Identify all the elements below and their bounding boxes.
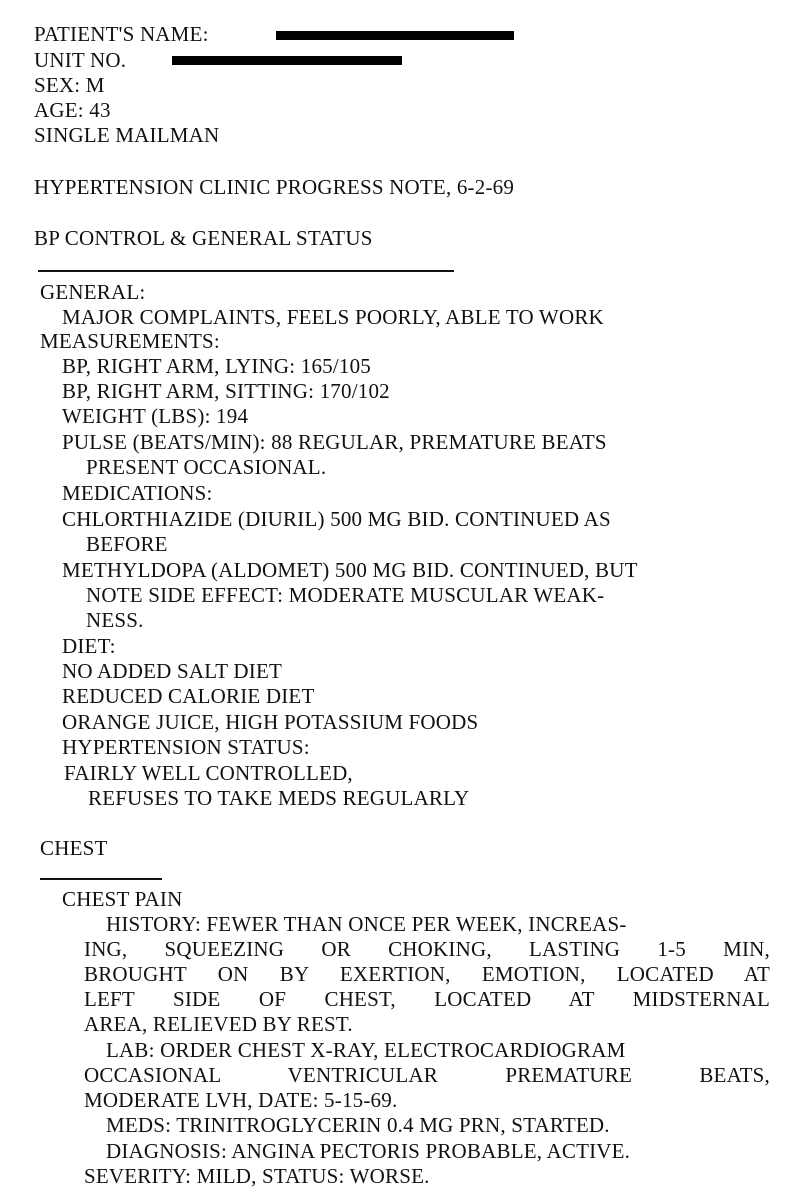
history-line-2: ING, SQUEEZING OR CHOKING, LASTING 1-5 MIN, [84,937,770,961]
general-label: GENERAL: [40,280,146,304]
lab-line-1: LAB: ORDER CHEST X-RAY, ELECTROCARDIOGRAM [106,1038,626,1062]
bp-section-rule [38,270,454,272]
history-line-1: HISTORY: FEWER THAN ONCE PER WEEK, INCREAS- [106,912,627,936]
history-line-4: LEFT SIDE OF CHEST, LOCATED AT MIDSTERNAL [84,987,770,1011]
general-text: MAJOR COMPLAINTS, FEELS POORLY, ABLE TO WORK [62,305,604,329]
history-line-5: AREA, RELIEVED BY REST. [84,1012,353,1036]
htn-status-line-2: REFUSES TO TAKE MEDS REGULARLY [88,786,470,810]
pulse-line-1: PULSE (BEATS/MIN): 88 REGULAR, PREMATURE BEATS [62,430,607,454]
lab-line-3: MODERATE LVH, DATE: 5-15-69. [84,1088,398,1112]
bp-sitting: BP, RIGHT ARM, SITTING: 170/102 [62,379,390,403]
lab-line-2: OCCASIONAL VENTRICULAR PREMATURE BEATS, [84,1063,770,1087]
htn-status-line-1: FAIRLY WELL CONTROLLED, [64,761,353,785]
unit-no-redaction [172,56,402,65]
measurements-label: MEASUREMENTS: [40,329,220,353]
med1-line-2: BEFORE [86,532,168,556]
note-title: HYPERTENSION CLINIC PROGRESS NOTE, 6-2-69 [34,175,515,199]
occupation-field: SINGLE MAILMAN [34,123,220,147]
htn-status-label: HYPERTENSION STATUS: [62,735,310,759]
age-field: AGE: 43 [34,98,111,122]
sex-field: SEX: M [34,73,105,97]
pulse-line-2: PRESENT OCCASIONAL. [86,455,327,479]
diet-item-2: REDUCED CALORIE DIET [62,684,315,708]
unit-no-label: UNIT NO. [34,48,127,72]
severity-line: SEVERITY: MILD, STATUS: WORSE. [84,1164,430,1188]
patient-name-redaction [276,31,514,40]
diet-label: DIET: [62,634,116,658]
bp-section-title: BP CONTROL & GENERAL STATUS [34,226,373,250]
diet-item-3: ORANGE JUICE, HIGH POTASSIUM FOODS [62,710,479,734]
diet-item-1: NO ADDED SALT DIET [62,659,283,683]
patient-name-label: PATIENT'S NAME: [34,22,209,46]
med1-line-1: CHLORTHIAZIDE (DIURIL) 500 MG BID. CONTINUED AS [62,507,611,531]
history-line-3: BROUGHT ON BY EXERTION, EMOTION, LOCATED AT [84,962,770,986]
chest-section-rule [40,878,162,880]
med2-line-1: METHYLDOPA (ALDOMET) 500 MG BID. CONTINUED, BUT [62,558,638,582]
chest-section-title: CHEST [40,836,108,860]
bp-lying: BP, RIGHT ARM, LYING: 165/105 [62,354,372,378]
med2-line-3: NESS. [86,608,144,632]
med2-line-2: NOTE SIDE EFFECT: MODERATE MUSCULAR WEAK- [86,583,605,607]
chest-pain-label: CHEST PAIN [62,887,183,911]
diagnosis-line: DIAGNOSIS: ANGINA PECTORIS PROBABLE, ACTIVE. [106,1139,631,1163]
medications-label: MEDICATIONS: [62,481,213,505]
meds-line: MEDS: TRINITROGLYCERIN 0.4 MG PRN, STARTED. [106,1113,610,1137]
weight: WEIGHT (LBS): 194 [62,404,249,428]
